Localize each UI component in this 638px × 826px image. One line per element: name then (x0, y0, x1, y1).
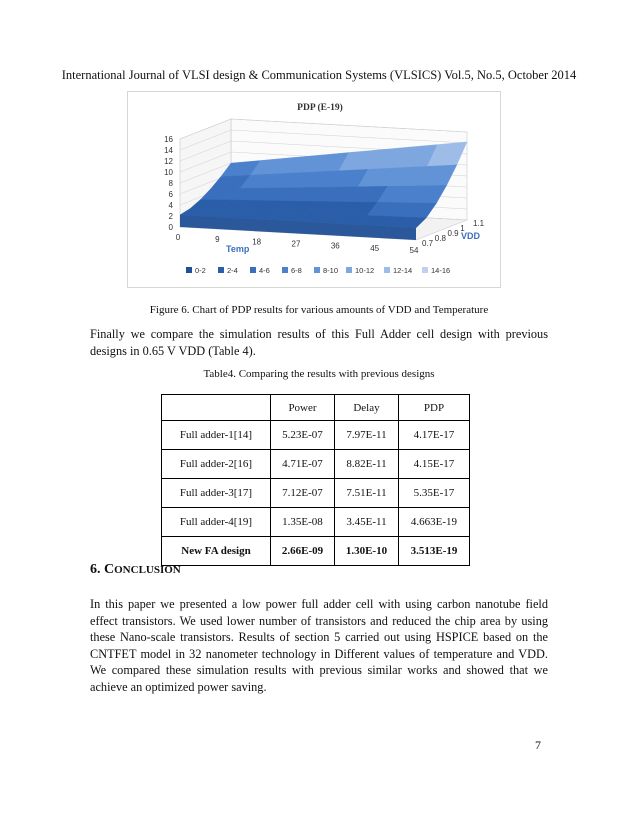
power-cell: 1.35E-08 (271, 508, 335, 537)
vdd-tick-label: 0.7 (422, 239, 434, 248)
section-title (104, 562, 181, 577)
comparison-table (161, 394, 470, 566)
delay-cell: 8.82E-11 (334, 450, 398, 479)
table-row (162, 450, 470, 479)
z-tick-label: 0 (168, 223, 173, 232)
legend-label: 0-2 (195, 266, 206, 275)
temp-tick-label: 18 (252, 237, 262, 247)
pdp-cell: 5.35E-17 (398, 479, 469, 508)
design-name-cell: Full adder-3[17] (162, 479, 271, 508)
z-tick-label: 4 (168, 201, 173, 210)
legend-swatch (314, 267, 320, 273)
paragraph-conclusion: In this paper we presented a low power full adder cell with using carbon nanotube field effect transistors. We used lower number of transistors and reduced the chip area by using these Nano-scale transistors. Results of section 5 carried out using HSPICE based on the CNTFET model in 32 nanometer technology in Different values of temperature and VDD. We compared these simulation results with previous similar works and showed that we achieve an optimized power saving. (90, 597, 548, 694)
z-tick-label: 8 (168, 179, 173, 188)
z-tick-label: 16 (164, 135, 173, 144)
delay-cell: 7.97E-11 (334, 421, 398, 450)
z-tick-label: 14 (164, 146, 173, 155)
page-number: 7 (535, 738, 541, 752)
z-tick-label: 12 (164, 157, 173, 166)
design-name-cell: Full adder-4[19] (162, 508, 271, 537)
legend-label: 14-16 (431, 266, 451, 275)
pdp-cell: 4.663E-19 (398, 508, 469, 537)
vdd-tick-label: 1.1 (473, 219, 485, 228)
legend-label: 10-12 (355, 266, 375, 275)
z-tick-label: 6 (168, 190, 173, 199)
temp-tick-label: 9 (215, 235, 220, 245)
power-cell: 7.12E-07 (271, 479, 335, 508)
legend-label: 12-14 (393, 266, 413, 275)
legend-swatch (218, 267, 224, 273)
vdd-tick-label: 1 (460, 224, 465, 233)
figure-caption: Figure 6. Chart of PDP results for various amounts of VDD and Temperature (149, 304, 489, 316)
pdp-surface-chart (127, 91, 501, 288)
power-cell: 5.23E-07 (271, 421, 335, 450)
chart-svg (128, 92, 500, 287)
paragraph-intro: Finally we compare the simulation results of this Full Adder cell design with previous designs in 0.65 V VDD (Table 4). (90, 327, 548, 358)
temp-tick-label: 0 (175, 233, 181, 242)
vdd-tick-label: 0.8 (434, 234, 446, 243)
legend-label: 8-10 (323, 266, 339, 275)
pdp-cell: 4.15E-17 (398, 450, 469, 479)
header-cell-power: Power (271, 395, 335, 421)
legend-swatch (186, 267, 192, 273)
legend-label: 6-8 (291, 266, 302, 275)
table-caption: Table4. Comparing the results with previous designs (203, 368, 435, 380)
section-number: 6. (90, 562, 101, 577)
z-tick-label: 2 (168, 212, 173, 221)
power-cell: 4.71E-07 (271, 450, 335, 479)
header-cell-pdp: PDP (398, 395, 469, 421)
legend-swatch (282, 267, 288, 273)
section-heading (90, 562, 181, 578)
z-tick-label: 10 (164, 168, 173, 177)
header-cell-blank (162, 395, 271, 421)
table-row (162, 479, 470, 508)
section-title-rest: ONCLUSION (114, 564, 181, 576)
vdd-tick-label: 0.9 (447, 229, 459, 238)
temp-tick-label: 45 (370, 243, 380, 253)
design-name-cell: New FA design (162, 537, 271, 566)
legend-swatch (250, 267, 256, 273)
chart-title: PDP (E-19) (297, 103, 343, 113)
vdd-axis-label: VDD (461, 231, 481, 241)
design-name-cell: Full adder-2[16] (162, 450, 271, 479)
table-row-new-design (162, 537, 470, 566)
temp-axis-label: Temp (226, 244, 250, 254)
temp-tick-label: 27 (291, 239, 301, 249)
table-row (162, 508, 470, 537)
table-header-row (162, 395, 470, 421)
legend-label: 2-4 (227, 266, 238, 275)
table-row (162, 421, 470, 450)
pdp-cell: 3.513E-19 (398, 537, 469, 566)
delay-cell: 1.30E-10 (334, 537, 398, 566)
delay-cell: 7.51E-11 (334, 479, 398, 508)
power-cell: 2.66E-09 (271, 537, 335, 566)
design-name-cell: Full adder-1[14] (162, 421, 271, 450)
legend-label: 4-6 (259, 266, 270, 275)
legend-swatch (346, 267, 352, 273)
section-title-initial: C (104, 562, 115, 577)
chart-legend (186, 266, 450, 275)
pdp-cell: 4.17E-17 (398, 421, 469, 450)
temp-tick-label: 36 (330, 241, 340, 251)
temp-tick-label: 54 (409, 246, 419, 255)
legend-swatch (422, 267, 428, 273)
header-cell-delay: Delay (334, 395, 398, 421)
delay-cell: 3.45E-11 (334, 508, 398, 537)
legend-swatch (384, 267, 390, 273)
journal-header: International Journal of VLSI design & Communication Systems (VLSICS) Vol.5, No.5, October 2014 (61, 68, 577, 82)
